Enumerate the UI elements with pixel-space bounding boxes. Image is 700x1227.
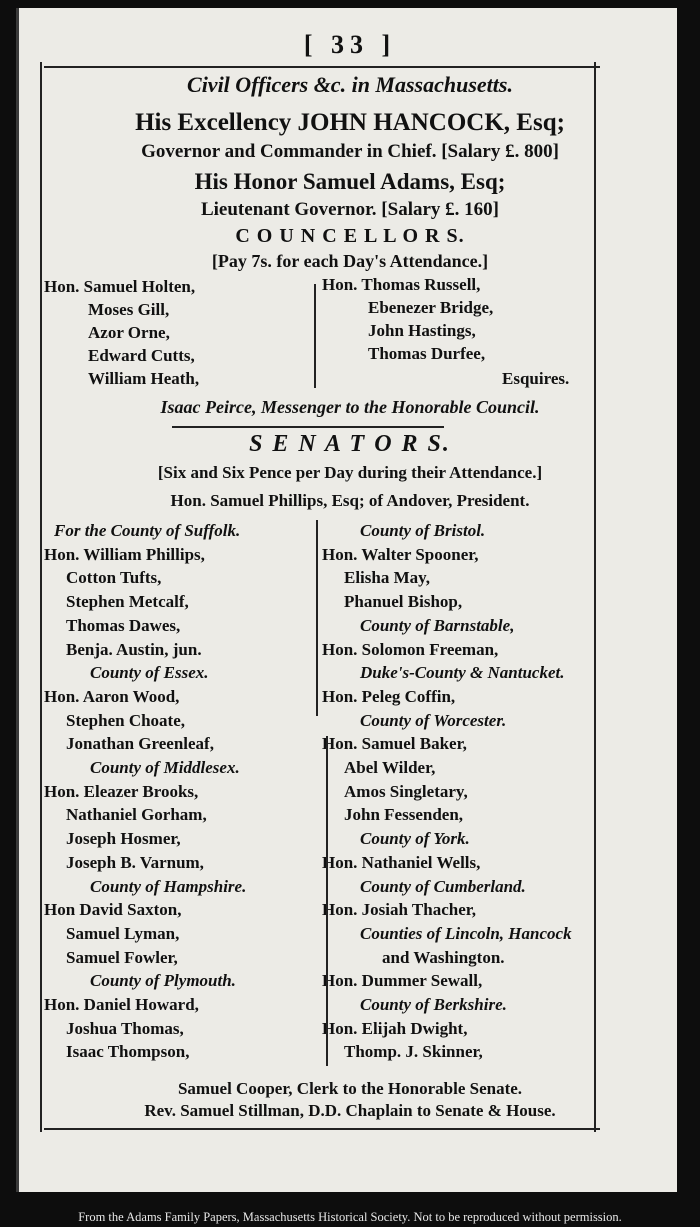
senators-pay: [Six and Six Pence per Day during their Attendance.] bbox=[157, 463, 543, 482]
list-item: Azor Orne, bbox=[88, 323, 170, 342]
senators-column-rule-upper bbox=[316, 520, 318, 716]
list-item: County of Essex. bbox=[90, 663, 209, 683]
list-item: Hon. Dummer Sewall, bbox=[322, 971, 483, 991]
senate-president: Hon. Samuel Phillips, Esq; of Andover, President. bbox=[170, 491, 530, 510]
list-item: Benja. Austin, jun. bbox=[66, 639, 202, 659]
document-title: Civil Officers &c. in Massachusetts. bbox=[187, 72, 513, 97]
list-item: County of Hampshire. bbox=[90, 876, 247, 896]
list-item: Hon. Eleazer Brooks, bbox=[44, 781, 199, 801]
list-item: Jonathan Greenleaf, bbox=[66, 734, 214, 754]
senate-clerk: Samuel Cooper, Clerk to the Honorable Senate. bbox=[177, 1079, 523, 1098]
list-item: Hon. Solomon Freeman, bbox=[322, 639, 499, 659]
list-item: County of Barnstable, bbox=[360, 615, 515, 635]
list-item: and Washington. bbox=[382, 947, 505, 967]
list-item: Thomas Dawes, bbox=[66, 615, 181, 635]
lt-governor-name: His Honor Samuel Adams, Esq; bbox=[194, 169, 506, 194]
list-item: Samuel Fowler, bbox=[66, 947, 178, 967]
lt-governor-title: Lieutenant Governor. [Salary £. 160] bbox=[200, 199, 499, 220]
list-item: Stephen Metcalf, bbox=[66, 592, 189, 612]
list-item: Thomas Durfee, bbox=[368, 344, 486, 363]
list-item: County of Plymouth. bbox=[90, 971, 236, 991]
list-item: For the County of Suffolk. bbox=[54, 521, 241, 540]
list-item: Hon. Nathaniel Wells, bbox=[322, 852, 481, 872]
senators-column-rule-lower bbox=[326, 736, 328, 1066]
councellors-esquires: Esquires. bbox=[502, 369, 570, 388]
list-item: County of York. bbox=[360, 829, 470, 849]
list-item: County of Berkshire. bbox=[360, 995, 507, 1014]
list-item: Stephen Choate, bbox=[66, 710, 186, 730]
list-item: Hon. Elijah Dwight, bbox=[322, 1018, 468, 1038]
list-item: Hon. Walter Spooner, bbox=[322, 544, 479, 564]
list-item: County of Bristol. bbox=[360, 521, 486, 540]
list-item: Phanuel Bishop, bbox=[344, 592, 463, 612]
councellors-pay: [Pay 7s. for each Day's Attendance.] bbox=[211, 251, 489, 271]
senators-heading: S E N A T O R S. bbox=[249, 431, 451, 457]
councellors-heading: C O U N C E L L O R S. bbox=[235, 225, 465, 247]
list-item: Hon. Peleg Coffin, bbox=[322, 686, 456, 706]
list-item: Hon. Samuel Baker, bbox=[322, 734, 467, 754]
list-item: County of Worcester. bbox=[360, 710, 507, 730]
list-item: Duke's-County & Nantucket. bbox=[360, 663, 565, 683]
list-item: Isaac Thompson, bbox=[66, 1042, 190, 1062]
governor-name: His Excellency JOHN HANCOCK, Esq; bbox=[135, 109, 565, 136]
list-item: Moses Gill, bbox=[88, 300, 170, 319]
list-item: John Fessenden, bbox=[344, 805, 464, 825]
list-item: Hon. Josiah Thacher, bbox=[322, 900, 476, 920]
list-item: Cotton Tufts, bbox=[66, 568, 162, 588]
list-item: Joshua Thomas, bbox=[66, 1018, 184, 1038]
list-item: Nathaniel Gorham, bbox=[66, 805, 207, 825]
frame-top-rule bbox=[44, 66, 600, 68]
governor-title: Governor and Commander in Chief. [Salary £. 800] bbox=[141, 141, 559, 162]
list-item: County of Middlesex. bbox=[90, 758, 240, 777]
page-number: [ 33 ] bbox=[303, 30, 397, 59]
list-item: Hon. Samuel Holten, bbox=[44, 277, 196, 296]
list-item: William Heath, bbox=[88, 369, 200, 388]
list-item: Hon David Saxton, bbox=[44, 900, 182, 920]
senators-divider bbox=[172, 426, 444, 428]
list-item: Edward Cutts, bbox=[88, 346, 195, 365]
list-item: Hon. Daniel Howard, bbox=[44, 995, 199, 1014]
list-item: John Hastings, bbox=[368, 321, 476, 340]
list-item: County of Cumberland. bbox=[360, 876, 526, 896]
list-item: Elisha May, bbox=[344, 568, 430, 588]
list-item: Counties of Lincoln, Hancock bbox=[360, 923, 572, 943]
list-item: Hon. Aaron Wood, bbox=[44, 686, 180, 706]
list-item: Hon. Thomas Russell, bbox=[322, 275, 481, 294]
list-item: Abel Wilder, bbox=[344, 758, 436, 777]
council-messenger: Isaac Peirce, Messenger to the Honorable Council. bbox=[160, 397, 540, 417]
frame-bottom-rule bbox=[44, 1128, 600, 1130]
councellors-column-rule bbox=[314, 284, 316, 388]
archive-credit: From the Adams Family Papers, Massachusetts Historical Society. Not to be reproduced without permission. bbox=[78, 1210, 622, 1224]
list-item: Ebenezer Bridge, bbox=[368, 298, 494, 317]
list-item: Joseph Hosmer, bbox=[66, 829, 181, 849]
list-item: Hon. William Phillips, bbox=[44, 544, 205, 564]
list-item: Samuel Lyman, bbox=[66, 923, 180, 943]
list-item: Thomp. J. Skinner, bbox=[344, 1042, 483, 1062]
list-item: Amos Singletary, bbox=[344, 781, 468, 801]
list-item: Joseph B. Varnum, bbox=[66, 852, 204, 872]
senate-chaplain: Rev. Samuel Stillman, D.D. Chaplain to Senate & House. bbox=[144, 1101, 556, 1120]
